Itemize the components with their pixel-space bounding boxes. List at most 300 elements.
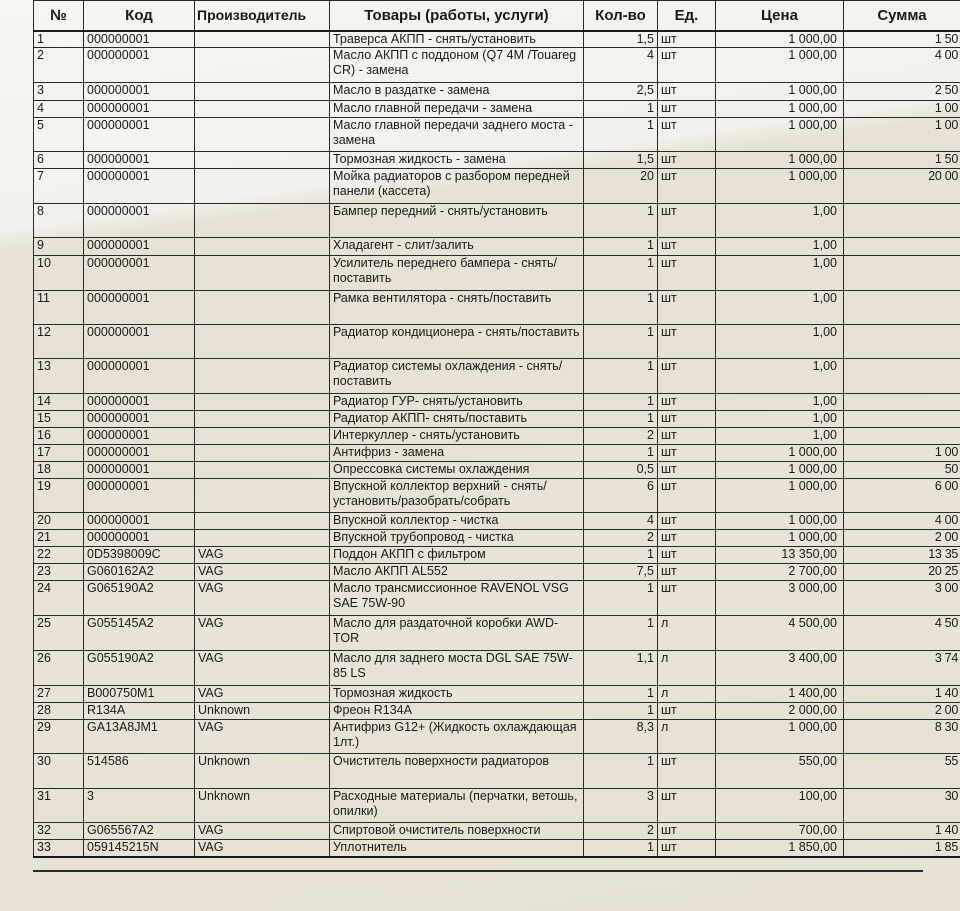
row-price: 700,00 (716, 823, 844, 840)
row-unit: шт (658, 118, 716, 152)
header-row (34, 1, 960, 32)
table-row (34, 840, 960, 857)
row-sum: 1 85 (844, 840, 960, 857)
row-qty: 2 (584, 428, 658, 445)
header-num: № (34, 1, 84, 32)
row-unit: шт (658, 581, 716, 616)
row-number: 30 (34, 754, 84, 789)
row-number: 12 (34, 325, 84, 359)
row-qty: 1 (584, 204, 658, 238)
table-row (34, 359, 960, 394)
row-name: Масло АКПП с поддоном (Q7 4M /Touareg CR) - замена (330, 48, 584, 83)
row-price: 4 500,00 (716, 616, 844, 651)
row-price: 3 400,00 (716, 651, 844, 686)
row-unit: шт (658, 238, 716, 256)
row-number: 5 (34, 118, 84, 152)
row-number: 26 (34, 651, 84, 686)
row-price: 1 000,00 (716, 513, 844, 530)
row-unit: л (658, 686, 716, 703)
row-price: 1 000,00 (716, 101, 844, 118)
table-row (34, 204, 960, 238)
table-row (34, 686, 960, 703)
row-price: 1,00 (716, 204, 844, 238)
header-qty: Кол-во (584, 1, 658, 32)
row-sum: 20 25 (844, 564, 960, 581)
row-qty: 1 (584, 291, 658, 325)
row-price: 13 350,00 (716, 547, 844, 564)
row-name: Масло для заднего моста DGL SAE 75W-85 LS (330, 651, 584, 686)
header-name: Товары (работы, услуги) (330, 1, 584, 32)
row-sum: 30 (844, 789, 960, 823)
table-row (34, 547, 960, 564)
table-row (34, 720, 960, 754)
row-unit: шт (658, 479, 716, 513)
row-number: 13 (34, 359, 84, 394)
row-unit: шт (658, 823, 716, 840)
row-name: Масло главной передачи - замена (330, 101, 584, 118)
header-unit: Ед. (658, 1, 716, 32)
row-qty: 8,3 (584, 720, 658, 754)
row-sum: 1 40 (844, 823, 960, 840)
row-manufacturer (195, 101, 330, 118)
row-sum (844, 238, 960, 256)
table-row (34, 564, 960, 581)
row-price: 1,00 (716, 411, 844, 428)
row-price: 1 000,00 (716, 118, 844, 152)
table-row (34, 789, 960, 823)
row-unit: л (658, 616, 716, 651)
row-code: 000000001 (84, 238, 195, 256)
table-row (34, 823, 960, 840)
row-code: 000000001 (84, 411, 195, 428)
row-name: Радиатор ГУР- снять/установить (330, 394, 584, 411)
row-sum: 50 (844, 462, 960, 479)
row-qty: 1 (584, 359, 658, 394)
row-name: Радиатор кондиционера - снять/поставить (330, 325, 584, 359)
row-code: 3 (84, 789, 195, 823)
row-sum: 1 50 (844, 152, 960, 169)
table-row (34, 152, 960, 169)
row-manufacturer (195, 394, 330, 411)
row-qty: 1 (584, 581, 658, 616)
table-row (34, 169, 960, 204)
row-number: 1 (34, 31, 84, 48)
row-name: Впускной трубопровод - чистка (330, 530, 584, 547)
row-manufacturer: Unknown (195, 789, 330, 823)
row-sum: 1 50 (844, 31, 960, 48)
row-manufacturer (195, 479, 330, 513)
row-code: 000000001 (84, 325, 195, 359)
row-unit: шт (658, 394, 716, 411)
table-row (34, 581, 960, 616)
row-number: 20 (34, 513, 84, 530)
row-number: 9 (34, 238, 84, 256)
table-bottom-border (33, 870, 923, 872)
row-qty: 20 (584, 169, 658, 204)
row-manufacturer: VAG (195, 616, 330, 651)
row-price: 1 400,00 (716, 686, 844, 703)
row-name: Впускной коллектор - чистка (330, 513, 584, 530)
row-unit: шт (658, 204, 716, 238)
row-sum (844, 428, 960, 445)
row-code: G065190A2 (84, 581, 195, 616)
row-manufacturer: VAG (195, 651, 330, 686)
row-unit: шт (658, 291, 716, 325)
table-row (34, 616, 960, 651)
row-manufacturer (195, 513, 330, 530)
row-sum: 3 74 (844, 651, 960, 686)
row-sum (844, 256, 960, 291)
row-qty: 1,5 (584, 31, 658, 48)
table-row (34, 462, 960, 479)
row-unit: шт (658, 754, 716, 789)
row-unit: шт (658, 256, 716, 291)
row-qty: 6 (584, 479, 658, 513)
row-name: Спиртовой очиститель поверхности (330, 823, 584, 840)
row-unit: шт (658, 789, 716, 823)
row-name: Расходные материалы (перчатки, ветошь, опилки) (330, 789, 584, 823)
row-name: Очиститель поверхности радиаторов (330, 754, 584, 789)
row-price: 1 000,00 (716, 445, 844, 462)
row-price: 1,00 (716, 428, 844, 445)
row-price: 100,00 (716, 789, 844, 823)
row-qty: 1 (584, 547, 658, 564)
row-qty: 7,5 (584, 564, 658, 581)
row-name: Тормозная жидкость - замена (330, 152, 584, 169)
row-code: 000000001 (84, 513, 195, 530)
row-name: Масло трансмиссионное RAVENOL VSG SAE 75W-90 (330, 581, 584, 616)
row-number: 15 (34, 411, 84, 428)
row-name: Радиатор АКПП- снять/поставить (330, 411, 584, 428)
row-code: 0D5398009C (84, 547, 195, 564)
row-manufacturer: Unknown (195, 703, 330, 720)
row-qty: 1 (584, 703, 658, 720)
invoice-table (33, 0, 960, 858)
row-unit: шт (658, 31, 716, 48)
row-manufacturer: VAG (195, 823, 330, 840)
row-number: 11 (34, 291, 84, 325)
row-sum: 3 00 (844, 581, 960, 616)
row-qty: 1 (584, 394, 658, 411)
row-sum: 1 40 (844, 686, 960, 703)
row-qty: 1 (584, 256, 658, 291)
row-manufacturer: VAG (195, 564, 330, 581)
row-unit: шт (658, 411, 716, 428)
row-number: 23 (34, 564, 84, 581)
row-manufacturer (195, 169, 330, 204)
row-name: Фреон R134A (330, 703, 584, 720)
row-unit: шт (658, 83, 716, 101)
row-manufacturer (195, 256, 330, 291)
row-name: Антифриз G12+ (Жидкость охлаждающая 1лт.) (330, 720, 584, 754)
row-code: G060162A2 (84, 564, 195, 581)
row-unit: шт (658, 152, 716, 169)
row-code: 000000001 (84, 101, 195, 118)
table-row (34, 703, 960, 720)
table-row (34, 428, 960, 445)
row-manufacturer (195, 428, 330, 445)
row-manufacturer: VAG (195, 686, 330, 703)
row-unit: шт (658, 703, 716, 720)
row-price: 1 000,00 (716, 530, 844, 547)
row-manufacturer (195, 325, 330, 359)
row-price: 1,00 (716, 238, 844, 256)
row-code: 000000001 (84, 479, 195, 513)
row-name: Тормозная жидкость (330, 686, 584, 703)
row-manufacturer (195, 48, 330, 83)
row-manufacturer: VAG (195, 720, 330, 754)
header-code: Код (84, 1, 195, 32)
row-number: 24 (34, 581, 84, 616)
row-price: 1 000,00 (716, 720, 844, 754)
row-qty: 1 (584, 101, 658, 118)
row-sum: 4 00 (844, 513, 960, 530)
row-manufacturer (195, 83, 330, 101)
row-price: 1,00 (716, 359, 844, 394)
row-number: 8 (34, 204, 84, 238)
row-qty: 1 (584, 411, 658, 428)
table-row (34, 411, 960, 428)
row-price: 2 000,00 (716, 703, 844, 720)
row-code: 000000001 (84, 83, 195, 101)
row-code: 000000001 (84, 394, 195, 411)
row-code: 000000001 (84, 169, 195, 204)
row-name: Хладагент - слит/залить (330, 238, 584, 256)
row-number: 17 (34, 445, 84, 462)
row-number: 25 (34, 616, 84, 651)
row-qty: 1 (584, 616, 658, 651)
row-code: 000000001 (84, 48, 195, 83)
row-sum (844, 325, 960, 359)
row-price: 1 000,00 (716, 48, 844, 83)
row-name: Масло главной передачи заднего моста - замена (330, 118, 584, 152)
row-unit: шт (658, 840, 716, 857)
row-number: 28 (34, 703, 84, 720)
row-price: 1,00 (716, 256, 844, 291)
row-sum: 13 35 (844, 547, 960, 564)
row-code: 000000001 (84, 256, 195, 291)
row-price: 1 850,00 (716, 840, 844, 857)
row-name: Усилитель переднего бампера - снять/поставить (330, 256, 584, 291)
row-code: 000000001 (84, 152, 195, 169)
row-name: Масло в раздатке - замена (330, 83, 584, 101)
row-price: 1,00 (716, 325, 844, 359)
row-code: 000000001 (84, 428, 195, 445)
row-manufacturer: VAG (195, 547, 330, 564)
table-row (34, 83, 960, 101)
row-number: 4 (34, 101, 84, 118)
row-code: G065567A2 (84, 823, 195, 840)
row-name: Поддон АКПП с фильтром (330, 547, 584, 564)
row-unit: шт (658, 462, 716, 479)
row-unit: л (658, 651, 716, 686)
row-code: 000000001 (84, 118, 195, 152)
row-number: 3 (34, 83, 84, 101)
row-sum (844, 394, 960, 411)
row-code: B000750M1 (84, 686, 195, 703)
table-row (34, 101, 960, 118)
header-price: Цена (716, 1, 844, 32)
row-code: 059145215N (84, 840, 195, 857)
row-number: 6 (34, 152, 84, 169)
row-manufacturer (195, 291, 330, 325)
row-manufacturer (195, 359, 330, 394)
row-qty: 1 (584, 118, 658, 152)
row-name: Бампер передний - снять/установить (330, 204, 584, 238)
table-row (34, 325, 960, 359)
row-code: G055190A2 (84, 651, 195, 686)
row-code: 514586 (84, 754, 195, 789)
row-unit: шт (658, 101, 716, 118)
row-code: R134A (84, 703, 195, 720)
row-code: 000000001 (84, 204, 195, 238)
row-unit: шт (658, 445, 716, 462)
row-code: 000000001 (84, 462, 195, 479)
row-manufacturer: VAG (195, 840, 330, 857)
row-qty: 1 (584, 238, 658, 256)
row-qty: 1 (584, 686, 658, 703)
row-sum (844, 291, 960, 325)
row-manufacturer (195, 462, 330, 479)
row-code: G055145A2 (84, 616, 195, 651)
row-price: 1,00 (716, 291, 844, 325)
row-name: Опрессовка системы охлаждения (330, 462, 584, 479)
table-row (34, 48, 960, 83)
row-code: GA13A8JM1 (84, 720, 195, 754)
row-name: Масло для раздаточной коробки AWD-TOR (330, 616, 584, 651)
row-name: Рамка вентилятора - снять/поставить (330, 291, 584, 325)
row-price: 1 000,00 (716, 83, 844, 101)
row-price: 1 000,00 (716, 31, 844, 48)
row-name: Радиатор системы охлаждения - снять/поставить (330, 359, 584, 394)
row-manufacturer (195, 238, 330, 256)
row-sum: 6 00 (844, 479, 960, 513)
row-qty: 4 (584, 513, 658, 530)
row-number: 21 (34, 530, 84, 547)
row-manufacturer (195, 152, 330, 169)
row-sum: 4 00 (844, 48, 960, 83)
row-manufacturer (195, 118, 330, 152)
row-qty: 4 (584, 48, 658, 83)
row-unit: шт (658, 359, 716, 394)
row-number: 31 (34, 789, 84, 823)
row-sum (844, 204, 960, 238)
row-qty: 3 (584, 789, 658, 823)
row-qty: 1,1 (584, 651, 658, 686)
row-number: 19 (34, 479, 84, 513)
row-number: 22 (34, 547, 84, 564)
invoice-sheet (33, 0, 960, 905)
table-row (34, 445, 960, 462)
row-manufacturer (195, 31, 330, 48)
row-number: 7 (34, 169, 84, 204)
table-row (34, 513, 960, 530)
row-number: 2 (34, 48, 84, 83)
table-row (34, 479, 960, 513)
row-unit: шт (658, 48, 716, 83)
row-sum (844, 359, 960, 394)
row-unit: шт (658, 547, 716, 564)
row-unit: шт (658, 169, 716, 204)
row-number: 33 (34, 840, 84, 857)
row-qty: 2 (584, 823, 658, 840)
row-number: 29 (34, 720, 84, 754)
table-row (34, 118, 960, 152)
row-qty: 0,5 (584, 462, 658, 479)
row-name: Интеркуллер - снять/установить (330, 428, 584, 445)
table-row (34, 530, 960, 547)
row-name: Масло АКПП AL552 (330, 564, 584, 581)
row-price: 1 000,00 (716, 169, 844, 204)
row-unit: л (658, 720, 716, 754)
row-number: 10 (34, 256, 84, 291)
row-manufacturer (195, 530, 330, 547)
row-number: 27 (34, 686, 84, 703)
table-row (34, 31, 960, 48)
row-name: Траверса АКПП - снять/установить (330, 31, 584, 48)
row-sum (844, 411, 960, 428)
table-row (34, 754, 960, 789)
table-header (34, 1, 960, 32)
row-price: 1 000,00 (716, 479, 844, 513)
row-price: 2 700,00 (716, 564, 844, 581)
table-row (34, 238, 960, 256)
table-row (34, 256, 960, 291)
row-price: 1 000,00 (716, 152, 844, 169)
row-name: Впускной коллектор верхний - снять/установить/разобрать/собрать (330, 479, 584, 513)
row-price: 1 000,00 (716, 462, 844, 479)
row-qty: 1,5 (584, 152, 658, 169)
row-price: 550,00 (716, 754, 844, 789)
row-number: 18 (34, 462, 84, 479)
row-qty: 2,5 (584, 83, 658, 101)
row-sum: 55 (844, 754, 960, 789)
row-manufacturer (195, 411, 330, 428)
row-sum: 1 00 (844, 445, 960, 462)
row-unit: шт (658, 513, 716, 530)
row-price: 1,00 (716, 394, 844, 411)
row-manufacturer: Unknown (195, 754, 330, 789)
row-unit: шт (658, 564, 716, 581)
row-qty: 1 (584, 754, 658, 789)
row-unit: шт (658, 325, 716, 359)
row-manufacturer (195, 204, 330, 238)
header-manufacturer: Производитель (195, 1, 330, 32)
header-sum: Сумма (844, 1, 960, 32)
row-manufacturer: VAG (195, 581, 330, 616)
row-code: 000000001 (84, 359, 195, 394)
row-qty: 1 (584, 445, 658, 462)
row-sum: 2 50 (844, 83, 960, 101)
row-code: 000000001 (84, 445, 195, 462)
row-sum: 2 00 (844, 703, 960, 720)
row-name: Мойка радиаторов с разбором передней панели (кассета) (330, 169, 584, 204)
table-body (34, 31, 960, 857)
row-name: Уплотнитель (330, 840, 584, 857)
row-code: 000000001 (84, 31, 195, 48)
row-price: 3 000,00 (716, 581, 844, 616)
row-sum: 1 00 (844, 118, 960, 152)
row-sum: 1 00 (844, 101, 960, 118)
row-unit: шт (658, 530, 716, 547)
row-qty: 2 (584, 530, 658, 547)
row-code: 000000001 (84, 291, 195, 325)
table-row (34, 394, 960, 411)
row-sum: 2 00 (844, 530, 960, 547)
row-name: Антифриз - замена (330, 445, 584, 462)
row-qty: 1 (584, 325, 658, 359)
row-manufacturer (195, 445, 330, 462)
